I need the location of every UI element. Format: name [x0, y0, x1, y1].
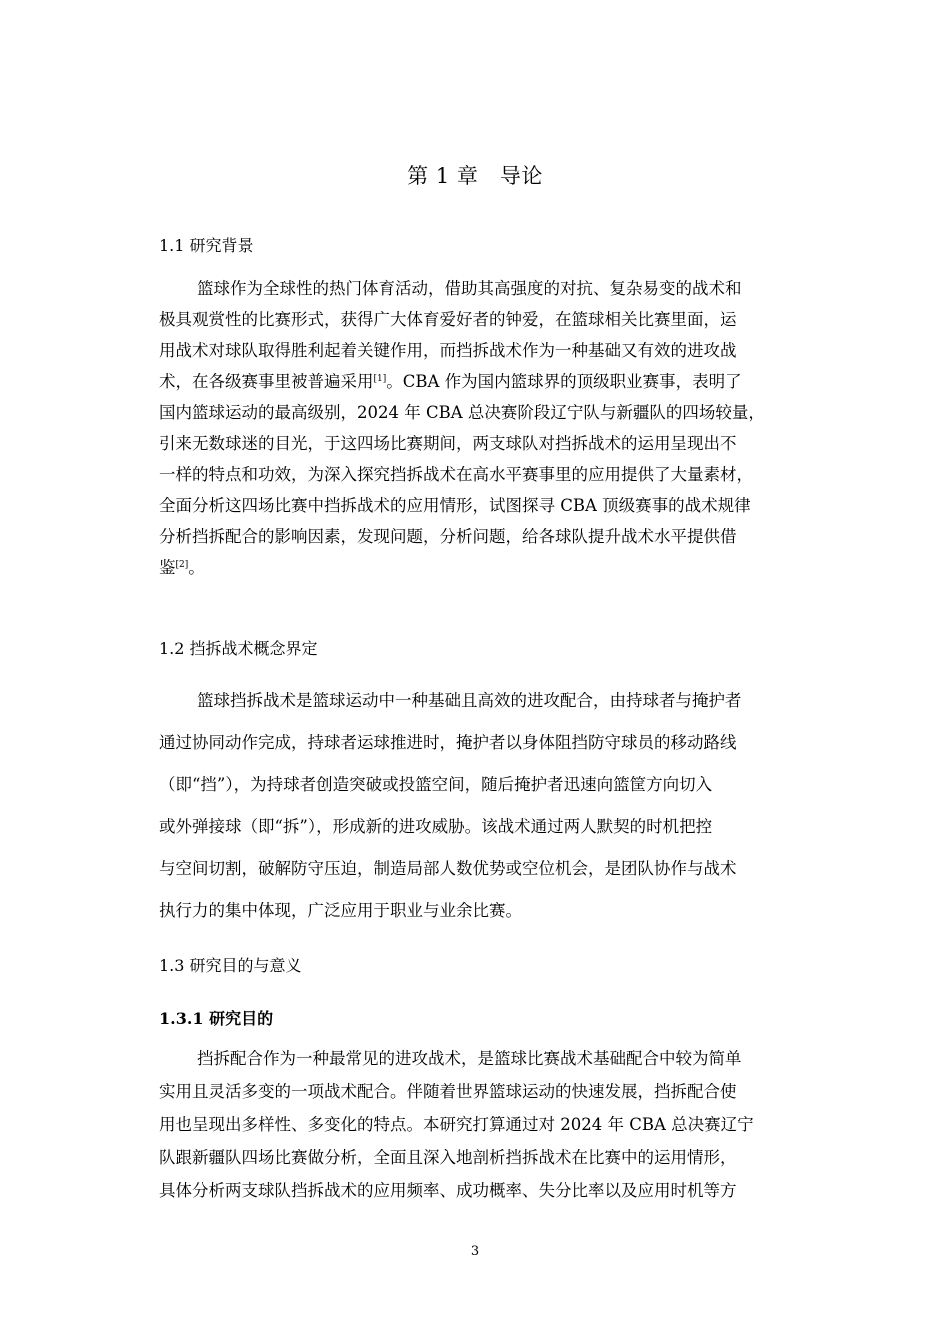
text-line: 或外弹接球（即“拆”），形成新的进攻威胁。该战术通过两人默契的时机把控 — [159, 817, 713, 836]
text-line: 队跟新疆队四场比赛做分析，全面且深入地剖析挡拆战术在比赛中的运用情形， — [159, 1148, 737, 1167]
text-segment: 鉴 — [159, 558, 176, 577]
paragraph-research-background — [159, 273, 849, 583]
page-number: 3 — [470, 1244, 480, 1259]
citation-ref-2: [2] — [175, 560, 189, 570]
text-line: 极具观赏性的比赛形式，获得广大体育爱好者的钟爱，在篮球相关比赛里面，运 — [159, 310, 737, 329]
text-line: 执行力的集中体现，广泛应用于职业与业余比赛。 — [159, 901, 522, 920]
text-line: 实用且灵活多变的一项战术配合。伴随着世界篮球运动的快速发展，挡拆配合使 — [159, 1082, 737, 1101]
chapter-title: 第 1 章 导论 — [407, 164, 543, 188]
text-line: 国内篮球运动的最高级别，2024 年 CBA 总决赛阶段辽宁队与新疆队的四场较量， — [159, 403, 765, 422]
text-line: 篮球挡拆战术是篮球运动中一种基础且高效的进攻配合，由持球者与掩护者 — [197, 691, 742, 710]
text-line — [159, 366, 849, 397]
text-line: 一样的特点和功效，为深入探究挡拆战术在高水平赛事里的应用提供了大量素材， — [159, 465, 753, 484]
text-segment: 术，在各级赛事里被普遍采用 — [159, 372, 374, 391]
text-line: 挡拆配合作为一种最常见的进攻战术，是篮球比赛战术基础配合中较为简单 — [197, 1049, 742, 1068]
text-line: 用也呈现出多样性、多变化的特点。本研究打算通过对 2024 年 CBA 总决赛辽宁 — [159, 1115, 754, 1134]
text-line: 用战术对球队取得胜利起着关键作用，而挡拆战术作为一种基础又有效的进攻战 — [159, 341, 737, 360]
section-heading-1-2: 1.2 挡拆战术概念界定 — [159, 639, 318, 658]
text-segment: 。 — [188, 558, 205, 577]
paragraph-research-purpose — [159, 1042, 849, 1207]
text-line: 引来无数球迷的目光，于这四场比赛期间，两支球队对挡拆战术的运用呈现出不 — [159, 434, 737, 453]
text-line: 全面分析这四场比赛中挡拆战术的应用情形，试图探寻 CBA 顶级赛事的战术规律 — [159, 496, 751, 515]
section-heading-1-3-1: 1.3.1 研究目的 — [159, 1009, 274, 1028]
section-heading-1-3: 1.3 研究目的与意义 — [159, 956, 302, 975]
paragraph-pick-and-roll-definition — [159, 680, 849, 932]
section-heading-1-1: 1.1 研究背景 — [159, 236, 254, 255]
text-line: （即“挡”），为持球者创造突破或投篮空间，随后掩护者迅速向篮筐方向切入 — [159, 775, 713, 794]
text-line: 篮球作为全球性的热门体育活动，借助其高强度的对抗、复杂易变的战术和 — [197, 279, 742, 298]
text-line: 与空间切割，破解防守压迫，制造局部人数优势或空位机会，是团队协作与战术 — [159, 859, 737, 878]
text-line: 通过协同动作完成，持球者运球推进时，掩护者以身体阻挡防守球员的移动路线 — [159, 733, 737, 752]
citation-ref-1: [1] — [373, 374, 387, 384]
text-line: 分析挡拆配合的影响因素，发现问题，分析问题，给各球队提升战术水平提供借 — [159, 527, 737, 546]
text-line: 具体分析两支球队挡拆战术的应用频率、成功概率、失分比率以及应用时机等方 — [159, 1181, 737, 1200]
text-segment: 。CBA 作为国内篮球界的顶级职业赛事，表明了 — [386, 372, 742, 391]
text-line — [159, 552, 849, 583]
